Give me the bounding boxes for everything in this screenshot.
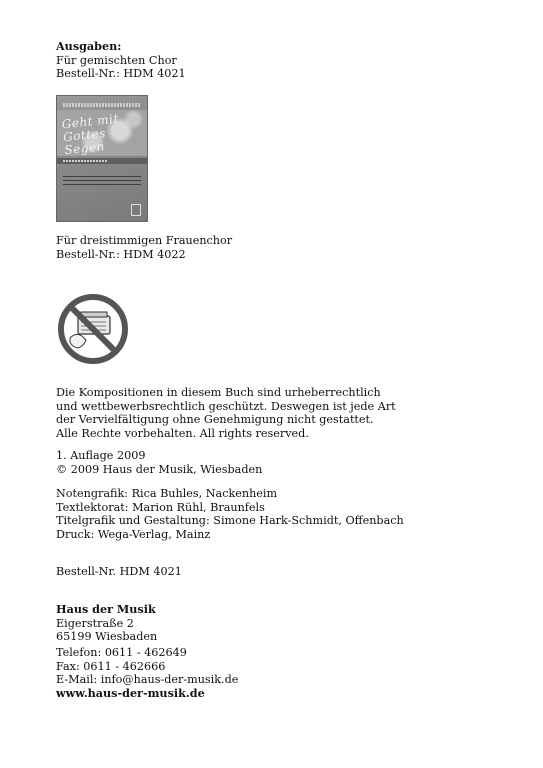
editions-block — [56, 40, 186, 81]
copyright-notice-line: der Vervielfältigung ohne Genehmigung nicht gestattet. — [56, 413, 374, 427]
publisher-street: Eigerstraße 2 — [56, 616, 134, 630]
publisher-website-link[interactable]: www.haus-der-musik.de — [56, 685, 205, 700]
cover-subtitle-band — [57, 158, 147, 164]
credit-line: Notengrafik: Rica Buhles, Nackenheim — [56, 487, 278, 500]
credits-block — [56, 487, 404, 541]
cover-top-text — [63, 103, 141, 107]
publisher-city: 65199 Wiesbaden — [56, 630, 158, 644]
order-number: Bestell-Nr. HDM 4021 — [56, 565, 182, 578]
copyright-notice-line: Die Kompositionen in diesem Buch sind urheberrechtlich — [56, 386, 381, 399]
printing-edition: 1. Auflage 2009 — [56, 449, 146, 462]
copyright-notice — [56, 386, 396, 440]
publisher-fax: Fax: 0611 - 462666 — [56, 659, 166, 673]
edition-womens-choir-block — [56, 234, 232, 261]
credit-line: Druck: Wega-Verlag, Mainz — [56, 527, 211, 541]
cover-stripe — [63, 176, 141, 177]
publisher-name: Haus der Musik — [56, 602, 156, 616]
copyright-notice-line: und wettbewerbsrechtlich geschützt. Deswegen ist jede Art — [56, 399, 396, 413]
credit-line: Textlektorat: Marion Rühl, Braunfels — [56, 500, 265, 514]
edition-mixed-choir-label: Für gemischten Chor — [56, 53, 177, 67]
editions-heading: Ausgaben: — [56, 39, 122, 53]
publisher-contact — [56, 646, 238, 700]
publisher-phone: Telefon: 0611 - 462649 — [56, 646, 187, 659]
cover-stripe — [63, 184, 141, 185]
cover-title: Geht mit Gottes Segen — [61, 111, 120, 158]
copyright-notice-line: Alle Rechte vorbehalten. All rights reserved. — [56, 426, 309, 440]
publisher-logo-icon — [131, 204, 141, 216]
publisher-email[interactable]: E-Mail: info@haus-der-musik.de — [56, 673, 239, 687]
edition-info — [56, 449, 262, 476]
edition-womens-choir-label: Für dreistimmigen Frauenchor — [56, 234, 233, 247]
publisher-address — [56, 603, 157, 644]
cover-stripe — [63, 180, 141, 181]
no-photocopy-icon — [56, 292, 130, 366]
book-cover-image — [56, 95, 148, 222]
edition-mixed-choir-order: Bestell-Nr.: HDM 4021 — [56, 67, 186, 81]
copyright-line: © 2009 Haus der Musik, Wiesbaden — [56, 462, 263, 476]
credit-line: Titelgrafik und Gestaltung: Simone Hark-Schmidt, Offenbach — [56, 514, 404, 528]
edition-womens-choir-order: Bestell-Nr.: HDM 4022 — [56, 247, 186, 261]
